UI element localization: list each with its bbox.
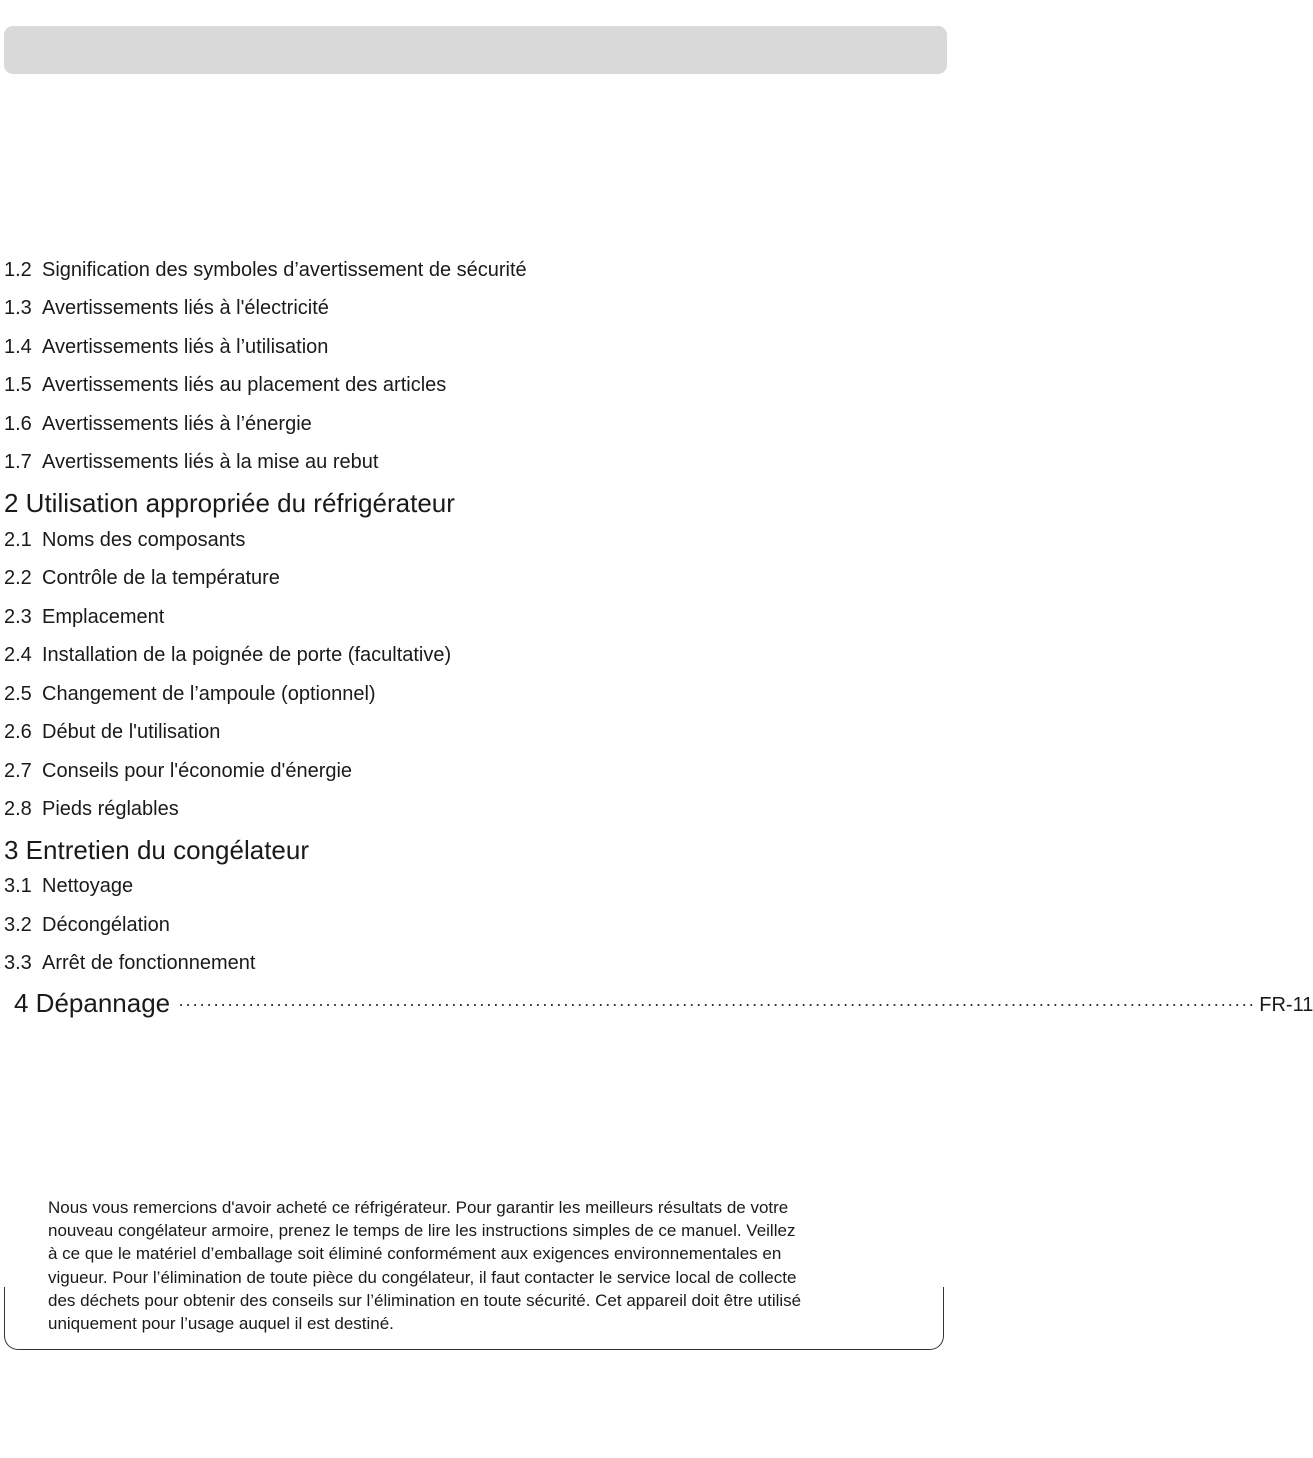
toc-entry-number: 2.5 (4, 683, 32, 705)
toc-entry-3-1[interactable] (4, 874, 133, 898)
notice-line: des déchets pour obtenir des conseils sur l’élimination en toute sécurité. Cet appareil doit être utilisé (48, 1290, 802, 1310)
toc-entry-text: Changement de l’ampoule (optionnel) (42, 683, 376, 705)
toc-entry-number: 2.6 (4, 721, 32, 743)
toc-entry-text: Avertissements liés à l’énergie (42, 413, 312, 435)
toc-entry-number: 2.8 (4, 798, 32, 820)
toc-page-number: FR-11 (1259, 994, 1313, 1016)
notice-line: uniquement pour l’usage auquel il est destiné. (48, 1314, 394, 1334)
toc-entry-1-3[interactable] (4, 296, 329, 320)
toc-entry-1-4[interactable] (4, 335, 328, 359)
toc-entry-number: 2.3 (4, 606, 32, 628)
toc-entry-number: 1.5 (4, 374, 32, 396)
toc-entry-text: Avertissements liés à l'électricité (42, 297, 329, 319)
toc-entry-text: Avertissements liés à la mise au rebut (42, 451, 379, 473)
toc-entry-2-5[interactable] (4, 682, 376, 706)
toc-entry-text: Contrôle de la température (42, 567, 280, 589)
toc-chapter-3[interactable]: 3 Entretien du congélateur (4, 835, 309, 865)
toc-entry-number: 1.7 (4, 451, 32, 473)
toc-entry-number: 2.7 (4, 760, 32, 782)
toc-entry-text: Avertissements liés au placement des articles (42, 374, 447, 396)
toc-entry-1-7[interactable] (4, 450, 378, 474)
toc-entry-text: Nettoyage (42, 875, 134, 897)
toc-entry-text: Emplacement (42, 606, 165, 628)
toc-entry-number: 1.4 (4, 336, 32, 358)
toc-entry-number: 2.2 (4, 567, 32, 589)
toc-chapter-2[interactable]: 2 Utilisation appropriée du réfrigérateur (4, 488, 455, 518)
toc-entry-number: 3.3 (4, 952, 32, 974)
toc-entry-1-6[interactable] (4, 412, 312, 436)
notice-line: Nous vous remercions d'avoir acheté ce réfrigérateur. Pour garantir les meilleurs résultats de votre (48, 1198, 789, 1217)
toc-entry-text: Début de l'utilisation (42, 721, 221, 743)
toc-entry-2-1[interactable] (4, 528, 245, 552)
toc-dotted-leader: ·························································································································································· (178, 994, 1256, 1014)
toc-entry-2-2[interactable] (4, 566, 280, 590)
toc-entry-number: 1.3 (4, 297, 32, 319)
toc-entry-2-6[interactable] (4, 720, 220, 744)
toc-entry-2-8[interactable] (4, 797, 179, 821)
toc-entry-1-5[interactable] (4, 373, 446, 397)
toc-entry-text: Installation de la poignée de porte (facultative) (42, 644, 452, 666)
toc-chapter-4[interactable] (14, 988, 1313, 1018)
toc-entry-1-2[interactable] (4, 258, 527, 282)
toc-entry-2-3[interactable] (4, 605, 164, 629)
toc-entry-2-7[interactable] (4, 759, 352, 783)
toc-entry-number: 2.4 (4, 644, 32, 666)
toc-entry-text: Pieds réglables (42, 798, 179, 820)
toc-entry-number: 1.2 (4, 259, 32, 281)
toc-entry-text: Avertissements liés à l’utilisation (42, 336, 329, 358)
toc-entry-text: Arrêt de fonctionnement (42, 952, 256, 974)
toc-entry-number: 2.1 (4, 529, 32, 551)
header-bar (4, 26, 947, 74)
notice-box-frame (4, 1287, 944, 1350)
notice-line: nouveau congélateur armoire, prenez le temps de lire les instructions simples de ce manuel. Veillez (48, 1221, 796, 1241)
toc-entry-text: Noms des composants (42, 529, 246, 551)
toc-entry-3-2[interactable] (4, 913, 170, 937)
toc-entry-3-3[interactable] (4, 951, 255, 975)
toc-entry-number: 3.1 (4, 875, 32, 897)
notice-line: vigueur. Pour l’élimination de toute pièce du congélateur, il faut contacter le service local de collecte (48, 1267, 797, 1287)
toc-entry-text: Décongélation (42, 914, 170, 936)
notice-line: à ce que le matériel d’emballage soit éliminé conformément aux exigences environnementales en (48, 1244, 782, 1264)
toc-entry-2-4[interactable] (4, 643, 451, 667)
toc-chapter-4-title: 4 Dépannage (14, 988, 171, 1018)
toc-entry-text: Signification des symboles d’avertissement de sécurité (42, 259, 527, 281)
toc-entry-text: Conseils pour l'économie d'énergie (42, 760, 353, 782)
toc-entry-number: 1.6 (4, 413, 32, 435)
toc-entry-number: 3.2 (4, 914, 32, 936)
